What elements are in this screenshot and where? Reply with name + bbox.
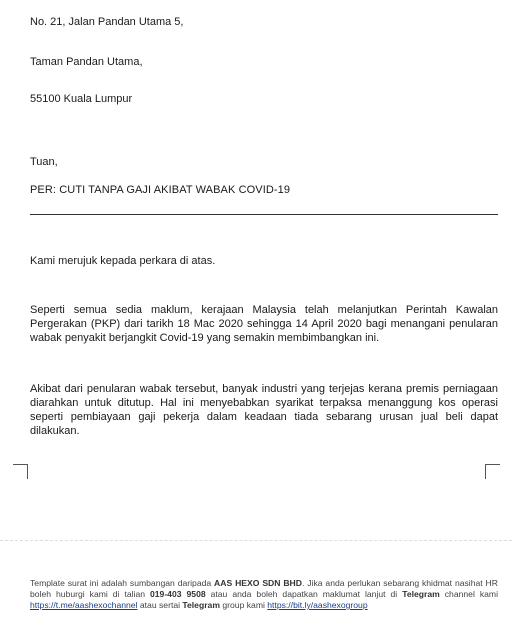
footer-text-5: atau sertai <box>137 600 183 610</box>
body-paragraph-2: Seperti semua sedia maklum, kerajaan Malaysia telah melanjutkan Perintah Kawalan Pergerakan (PKP) dari tarikh 18 Mac 2020 sehingga 14 April 2020 bagi menangani penularan wabak penyakit berjangkit Covid-19 yang semakin membimbangkan ini. <box>30 304 498 344</box>
footer-text-4: channel kami <box>439 589 498 599</box>
footer-text-3: atau anda boleh dapatkan maklumat lanjut di <box>205 589 403 599</box>
address-line-1: No. 21, Jalan Pandan Utama 5, <box>30 16 184 28</box>
body-paragraph-1: Kami merujuk kepada perkara di atas. <box>30 255 216 267</box>
footer-text-1: Template surat ini adalah sumbangan daripada <box>30 578 215 588</box>
address-line-2: Taman Pandan Utama, <box>30 56 143 68</box>
footer-text-6: group kami <box>219 600 268 610</box>
body-paragraph-3: Akibat dari penularan wabak tersebut, banyak industri yang terjejas kerana premis perniagaan diarahkan untuk ditutup. Hal ini menyebabkan syarikat terpaksa menanggung kos operasi seperti pembiayaan gaji pekerja dalam keadaan tiada sebarang urusan jual beli dapat dilakukan. <box>30 383 498 437</box>
telegram-group-link[interactable]: https://bit.ly/aashexogroup <box>267 600 368 610</box>
letter-subject: PER: CUTI TANPA GAJI AKIBAT WABAK COVID-19 <box>30 184 291 196</box>
subject-divider <box>30 214 498 215</box>
address-line-3: 55100 Kuala Lumpur <box>30 93 133 105</box>
crop-mark-right <box>485 464 500 479</box>
footer-note <box>30 578 498 611</box>
crop-mark-left <box>13 464 28 479</box>
salutation: Tuan, <box>30 156 58 168</box>
footer-phone: 019-403 9508 <box>149 589 206 599</box>
footer-separator <box>0 540 512 541</box>
footer-telegram-group-label: Telegram <box>182 600 220 610</box>
footer-company: AAS HEXO SDN BHD <box>214 578 302 588</box>
footer-telegram-label: Telegram <box>402 589 440 599</box>
footer-text-2: . Jika anda perlukan sebarang khidmat nasihat HR boleh huburgi kami di talian <box>30 578 498 599</box>
telegram-channel-link[interactable]: https://t.me/aashexochannel <box>30 600 138 610</box>
